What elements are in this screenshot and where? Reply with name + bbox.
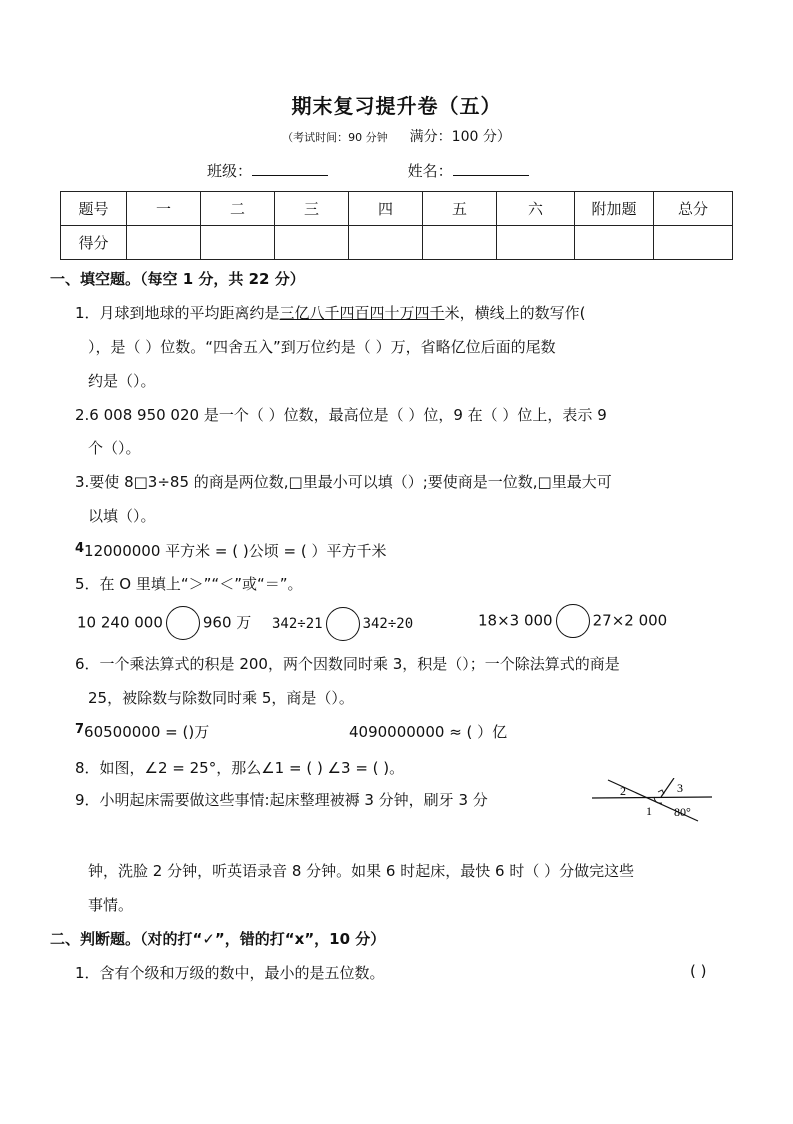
q1-line-a — [75, 302, 585, 323]
angle-1-label: 1 — [646, 804, 652, 818]
header-cell: 六 — [497, 192, 575, 226]
compare-1-right: 960 万 — [202, 613, 252, 632]
header-cell: 一 — [127, 192, 201, 226]
score-cell[interactable] — [575, 226, 654, 260]
compare-2-circle[interactable] — [326, 607, 360, 641]
row-label-cell: 得分 — [61, 226, 127, 260]
exam-time: （考试时间：90 分钟 — [282, 131, 388, 144]
score-table-header-row — [61, 192, 733, 226]
q9-line-c: 事情。 — [88, 896, 134, 914]
q3-line-a: 3.要使 8□3÷85 的商是两位数,□里最小可以填（）;要使商是一位数,□里最大可 — [75, 473, 612, 491]
q1-text: 1．月球到地球的平均距离约是 — [75, 304, 280, 322]
score-cell[interactable] — [654, 226, 733, 260]
judge-q1-text: 1．含有个级和万级的数中，最小的是五位数。 — [75, 964, 385, 982]
q9-line-a: 9．小明起床需要做这些事情:起床整理被褥 3 分钟，刷牙 3 分 — [75, 791, 488, 809]
angle-figure — [592, 778, 717, 828]
compare-3-circle[interactable] — [556, 604, 590, 638]
angle-2-label: 2 — [620, 784, 626, 798]
compare-1 — [77, 606, 251, 640]
q7-line — [75, 721, 209, 742]
score-table — [60, 191, 733, 260]
score-cell[interactable] — [349, 226, 423, 260]
q3-line-b: 以填（）。 — [88, 507, 156, 525]
q6-line-b: 25，被除数与除数同时乘 5，商是（）。 — [88, 689, 354, 707]
compare-3-right: 27×2 000 — [592, 611, 668, 630]
q4-number: 4 — [75, 541, 85, 556]
student-info-line — [207, 160, 529, 181]
header-cell: 五 — [423, 192, 497, 226]
q1-underlined-number: 三亿八千四百四十万四千 — [279, 304, 445, 322]
angle-3-label: 3 — [677, 781, 683, 795]
score-cell[interactable] — [423, 226, 497, 260]
header-cell: 总分 — [654, 192, 733, 226]
judge-q1-answer-bracket[interactable]: ( ) — [690, 962, 707, 980]
name-blank[interactable] — [453, 161, 529, 176]
compare-1-left: 10 240 000 — [77, 613, 163, 632]
compare-2-right: 342÷20 — [362, 616, 414, 632]
header-cell: 附加题 — [575, 192, 654, 226]
section-2-title: 二、判断题。（对的打“✓”，错的打“x”，10 分） — [50, 930, 386, 948]
page-title: 期末复习提升卷（五） — [291, 94, 502, 118]
score-cell[interactable] — [497, 226, 575, 260]
header-cell: 四 — [349, 192, 423, 226]
score-cell[interactable] — [127, 226, 201, 260]
compare-3 — [478, 604, 667, 638]
q9-line-b: 钟，洗脸 2 分钟，听英语录音 8 分钟。如果 6 时起床，最快 6 时（ ）分做完这些 — [88, 862, 635, 880]
q7-right: 4090000000 ≈ ( ）亿 — [349, 723, 508, 741]
q1-line-b: ），是（ ）位数。“四舍五入”到万位约是（ ）万，省略亿位后面的尾数 — [88, 338, 556, 356]
full-score: 满分：100 分） — [409, 129, 511, 145]
q4-text: 12000000 平方米 = ( )公顷 = ( ）平方千米 — [84, 542, 387, 560]
q4-line — [75, 540, 386, 561]
q7-number: 7 — [75, 722, 85, 737]
name-label: 姓名： — [407, 162, 453, 180]
q2-line-a: 2.6 008 950 020 是一个（ ）位数，最高位是（ ）位，9 在（ ）位上，表示 9 — [75, 406, 607, 424]
compare-1-circle[interactable] — [166, 606, 200, 640]
section-1-title: 一、填空题。（每空 1 分，共 22 分） — [50, 270, 305, 288]
angle-80-label: 80° — [674, 805, 691, 819]
class-blank[interactable] — [252, 161, 328, 176]
score-cell[interactable] — [275, 226, 349, 260]
horizontal-line — [592, 797, 712, 798]
header-cell: 二 — [201, 192, 275, 226]
q6-line-a: 6．一个乘法算式的积是 200，两个因数同时乘 3，积是（）；一个除法算式的商是 — [75, 655, 620, 673]
q1-text: 米，横线上的数写作( — [444, 304, 586, 322]
ray-line — [661, 778, 674, 797]
class-label: 班级： — [207, 162, 253, 180]
compare-3-left: 18×3 000 — [478, 611, 553, 630]
header-cell: 三 — [275, 192, 349, 226]
q1-line-c: 约是（）。 — [88, 372, 156, 390]
header-cell: 题号 — [61, 192, 127, 226]
compare-2-left: 342÷21 — [272, 616, 323, 632]
score-cell[interactable] — [201, 226, 275, 260]
q8-line: 8．如图，∠2 = 25°，那么∠1 = ( ) ∠3 = ( )。 — [75, 759, 405, 777]
q2-line-b: 个（）。 — [88, 439, 141, 457]
compare-2 — [272, 607, 413, 641]
score-table-score-row — [61, 226, 733, 260]
q5-line: 5．在 O 里填上“＞”“＜”或“＝”。 — [75, 575, 303, 593]
exam-info — [0, 126, 793, 146]
q7-left: 60500000 = ()万 — [84, 723, 210, 741]
